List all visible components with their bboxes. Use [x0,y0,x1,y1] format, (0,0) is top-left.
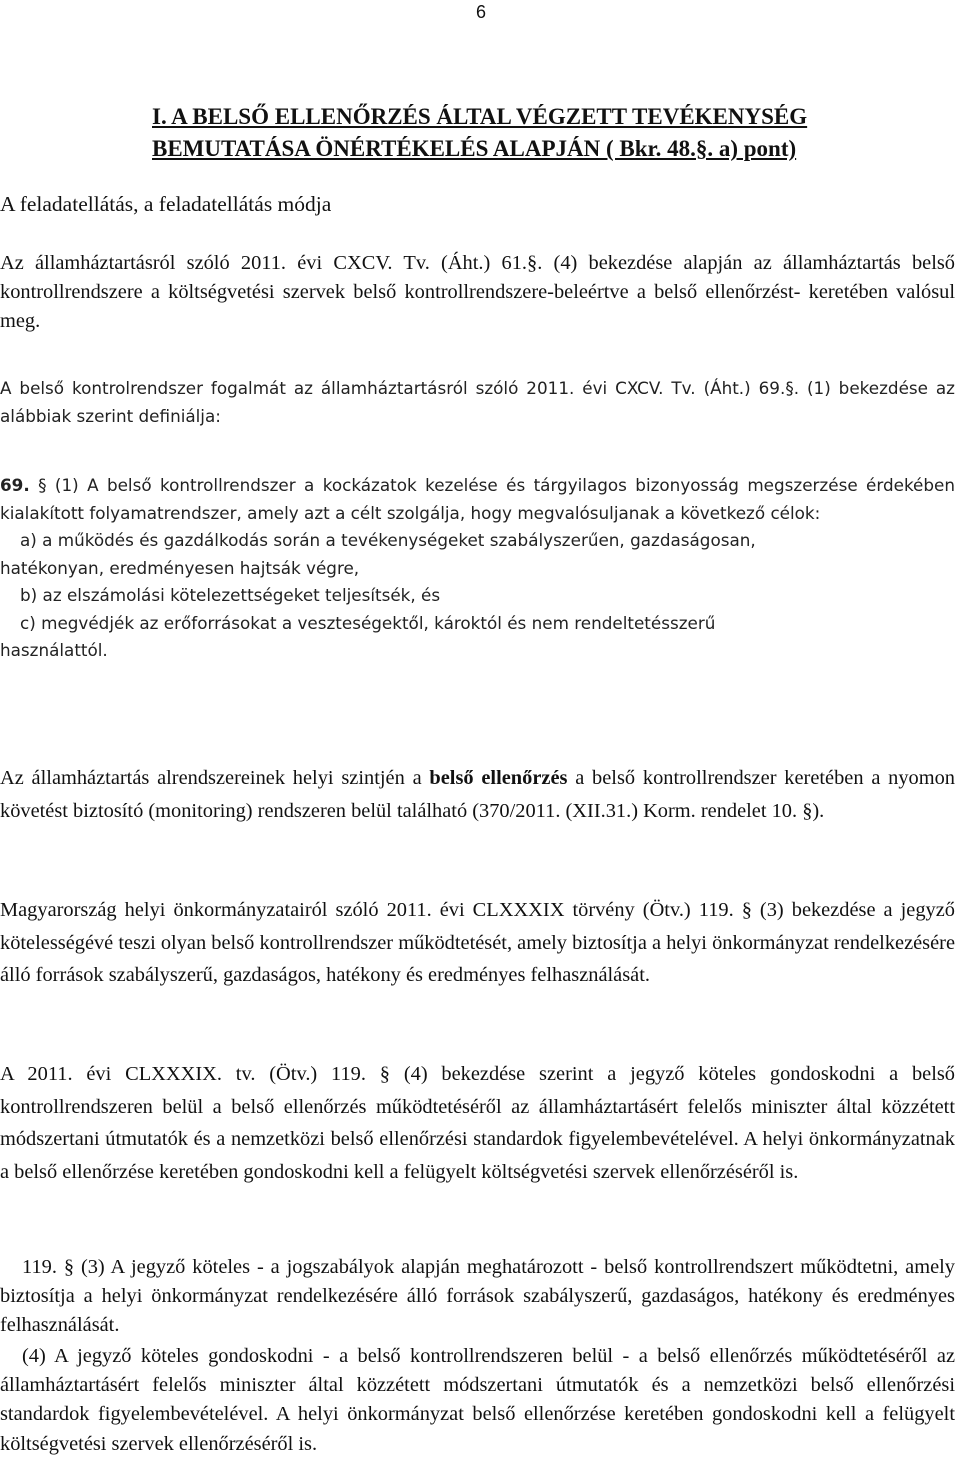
paragraph-aht-69-intro: A belső kontrolrendszer fogalmát az államháztartásról szóló 2011. évi CXCV. Tv. (Áht.) 69.§. (1) bekezdése az alábbiak szerint definiálja: [0,378,955,426]
law-69-item-a-continued: hatékonyan, eredményesen hajtsák végre, [0,557,360,578]
paragraph-quote-119-3: 119. § (3) A jegyző köteles - a jogszabályok alapján meghatározott - belső kontrollrendszert működtetni, amely biztosítja a helyi önkormányzat rendelkezésére álló források szabályszerű, gazdaságos, hatékony és eredményes felhasználását. [0,1256,955,1337]
law-69-block [0,472,955,665]
paragraph-internal-audit-before: Az államháztartás alrendszereinek helyi szintjén a [0,767,430,789]
paragraph-internal-audit-bold: belső ellenőrzés [429,767,568,789]
paragraph-otv-119-3: Magyarország helyi önkormányzatairól szóló 2011. évi CLXXXIX törvény (Ötv.) 119. § (3) bekezdése a jegyző kötelességévé teszi olyan belső kontrollrendszer működtetését, amely biztosítja a helyi önkormányzat rendelkezésére álló források szabályszerű, gazdaságos, hatékony és eredményes felhasználását. [0,899,955,987]
subheading: A feladatellátás, a feladatellátás módja [0,192,332,216]
law-69-item-b: b) az elszámolási kötelezettségeket teljesítsék, és [20,585,441,605]
law-69-number: 69. [0,475,30,495]
section-heading-line-2: BEMUTATÁSA ÖNÉRTÉKELÉS ALAPJÁN ( Bkr. 48.§. a) pont) [152,136,797,161]
law-69-item-c-continued: használattól. [0,640,108,660]
page-number: 6 [475,2,486,22]
paragraph-otv-119-4: A 2011. évi CLXXXIX. tv. (Ötv.) 119. § (4) bekezdése szerint a jegyző köteles gondoskodni a belső kontrollrendszeren belül a belső ellenőrzés működtetéséről az államháztartásért felelős miniszter által közzétett módszertani útmutatók és a nemzetközi belső ellenőrzési standardok figyelembevételével. A helyi önkormányzatnak a belső ellenőrzése keretében gondoskodni kell a felügyelt költségvetési szervek ellenőrzéséről is. [0,1063,955,1183]
paragraph-internal-audit-after: a belső kontrollrendszer keretében a nyomon követést biztosító (monitoring) rendszeren belül található (370/2011. (XII.31.) Korm. rendelet 10. §). [0,767,955,822]
section-heading-line-1: I. A BELSŐ ELLENŐRZÉS ÁLTAL VÉGZETT TEVÉKENYSÉG [152,104,808,129]
paragraph-aht-61: Az államháztartásról szóló 2011. évi CXCV. Tv. (Áht.) 61.§. (4) bekezdése alapján az államháztartás belső kontrollrendszere a költségvetési szervek belső kontrollrendszere-beleértve a belső ellenőrzést- keretében valósul meg. [0,252,955,333]
law-69-body: § (1) A belső kontrollrendszer a kockázatok kezelése és tárgyilagos bizonyosság megszerzése érdekében kialakított folyamatrendszer, amely azt a célt szolgálja, hogy megvalósuljanak a következő célok: [0,475,955,523]
paragraph-quote-119-4: (4) A jegyző köteles gondoskodni - a belső kontrollrendszeren belül - a belső ellenőrzés működtetéséről az államháztartásért felelős miniszter által közzétett módszertani útmutatók és a nemzetközi belső ellenőrzési standardok figyelembevételével. A helyi önkormányzat belső ellenőrzése keretében gondoskodni kell a felügyelt költségvetési szervek ellenőrzéséről is. [0,1345,955,1455]
law-69-item-a: a) a működés és gazdálkodás során a tevékenységeket szabályszerűen, gazdaságosan, [20,530,756,550]
law-69-item-c: c) megvédjék az erőforrásokat a veszteségektől, károktól és nem rendeltetésszerű [20,612,716,633]
law-69-text [0,472,955,527]
paragraph-internal-audit [0,762,955,827]
